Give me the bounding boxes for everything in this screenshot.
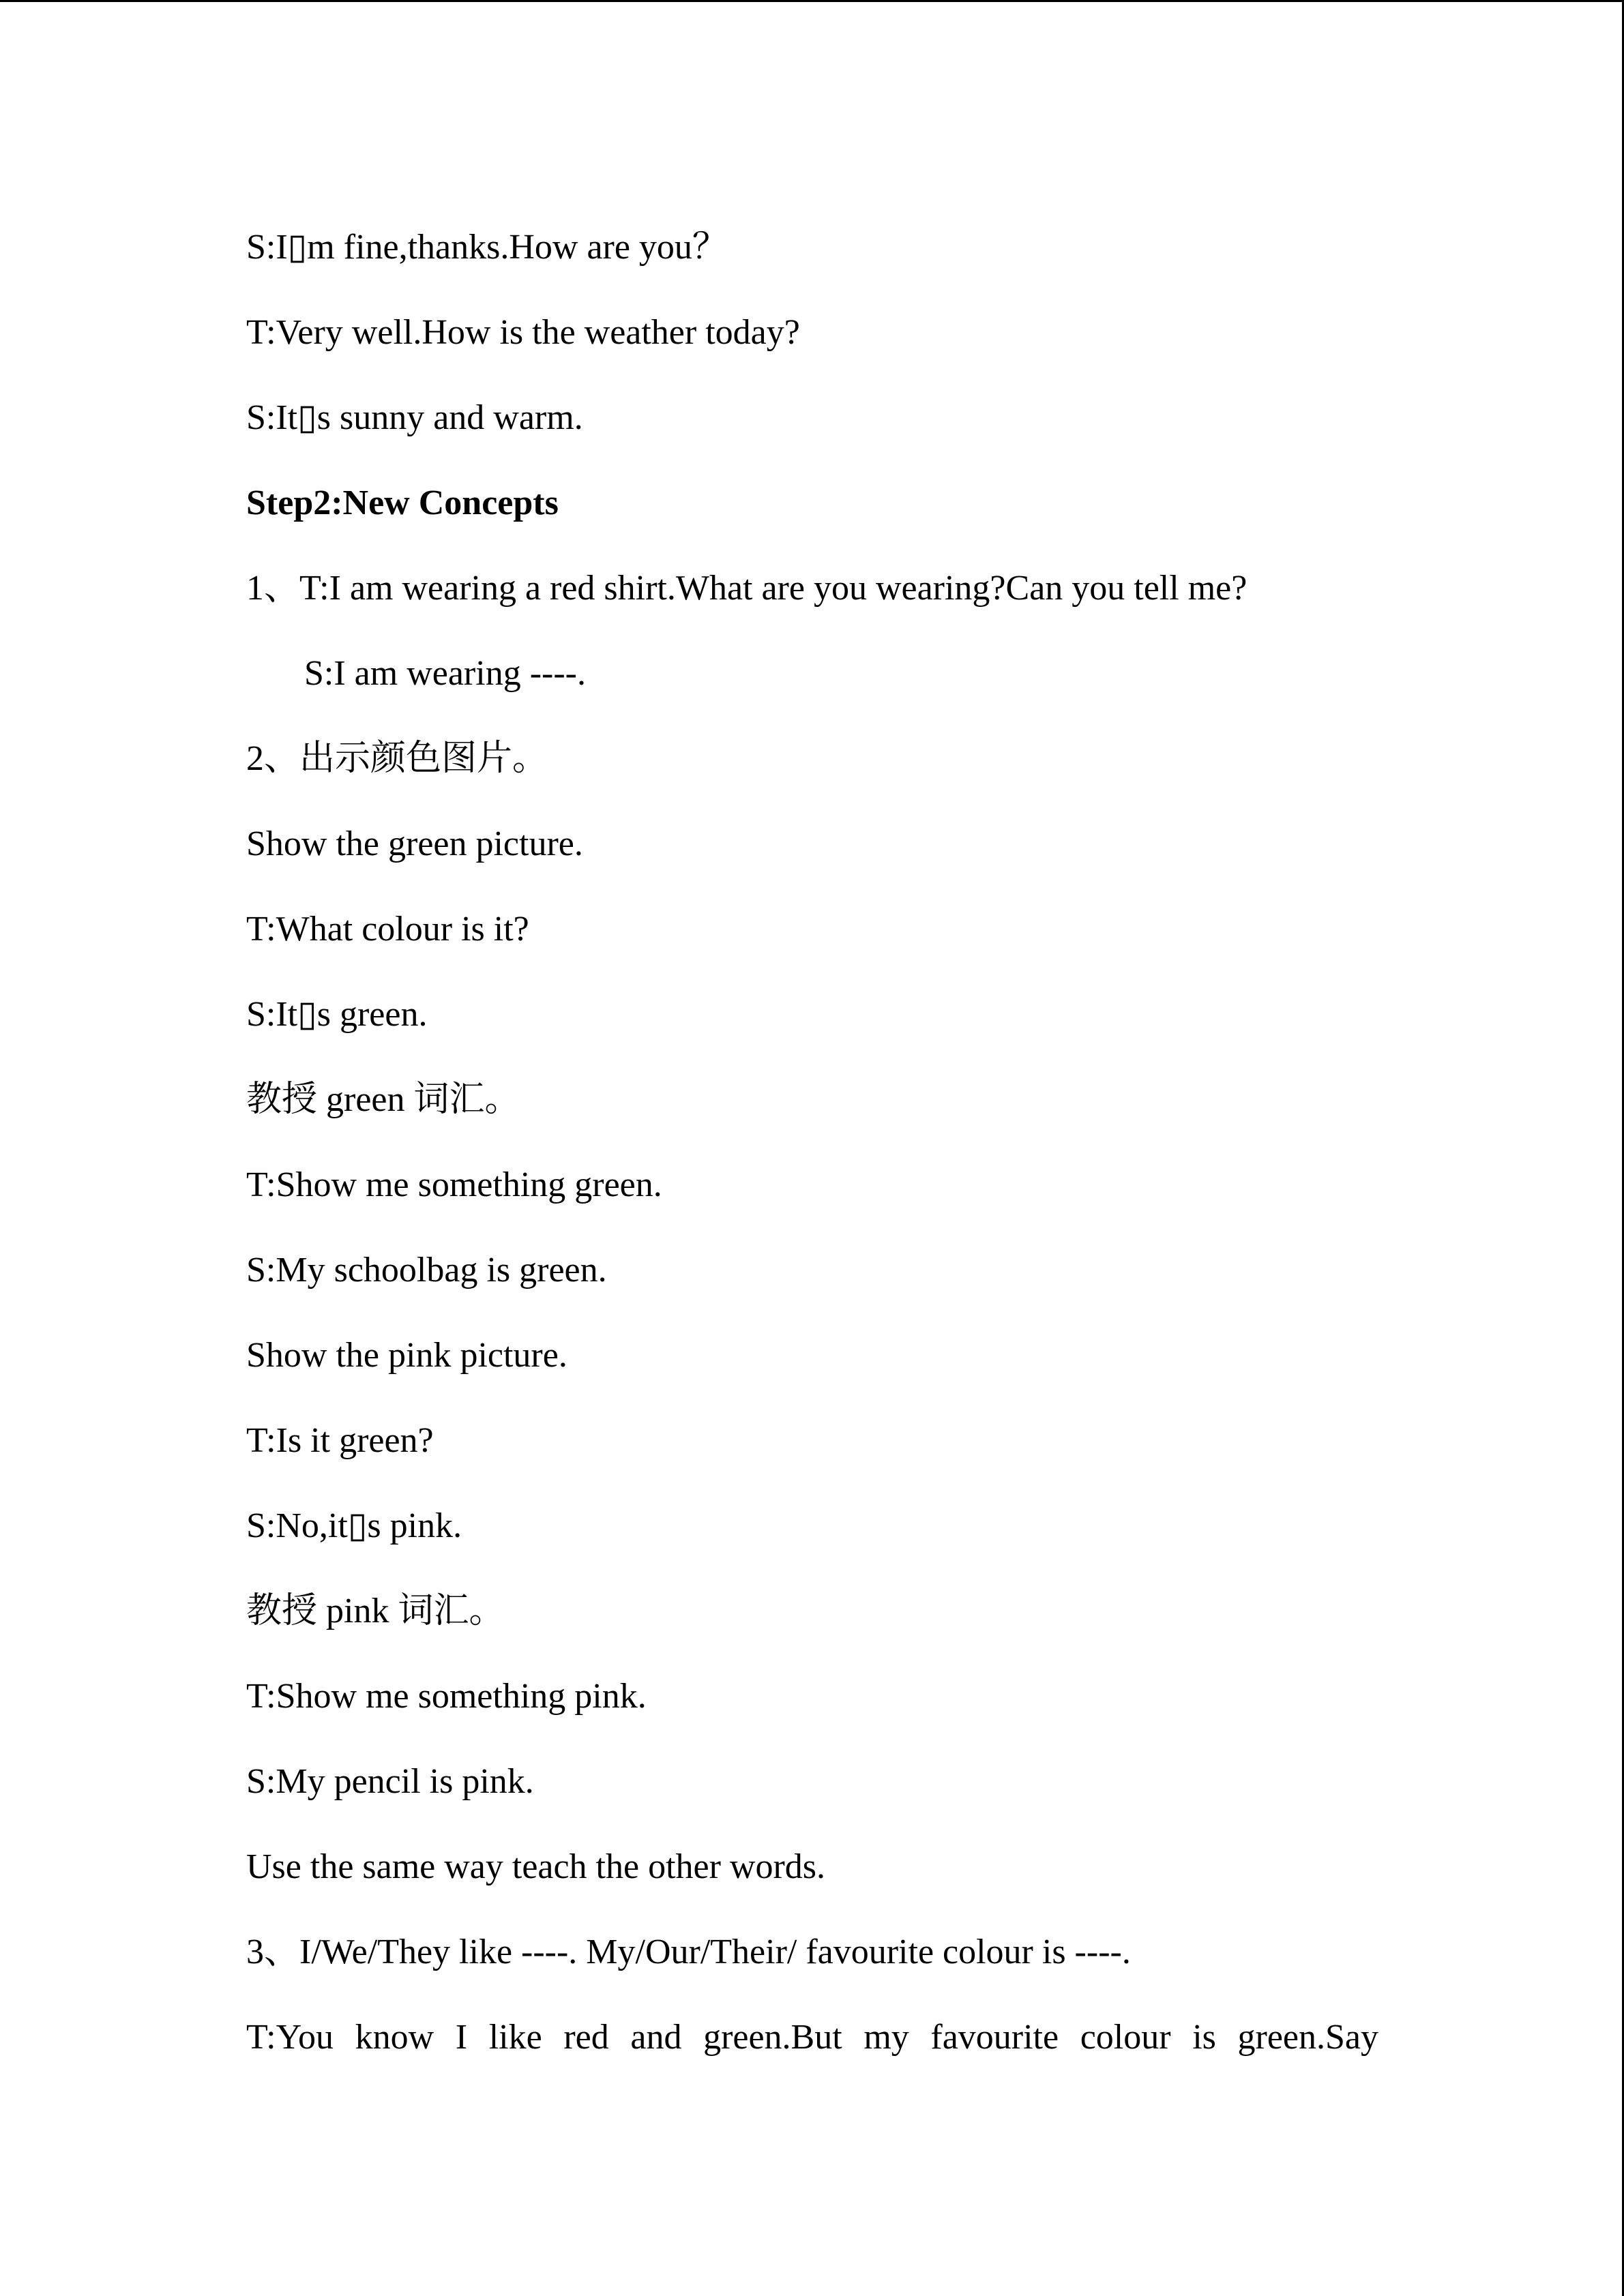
dialogue-line: T:Show me something green. (246, 1165, 662, 1204)
document-body (246, 205, 1378, 2080)
page-top-border (0, 0, 1624, 2)
numbered-item: 2、出示颜色图片。 (246, 739, 548, 778)
dialogue-line: S:No,it▯s pink. (246, 1506, 462, 1545)
dialogue-line: S:It▯s sunny and warm. (246, 398, 583, 437)
dialogue-line: T:Show me something pink. (246, 1677, 647, 1716)
dialogue-line: S:I am wearing ----. (304, 654, 586, 693)
dialogue-line: S:My pencil is pink. (246, 1762, 534, 1801)
numbered-item: 3、I/We/They like ----. My/Our/Their/ favourite colour is ----. (246, 1933, 1131, 1971)
instruction-line: Show the green picture. (246, 824, 583, 863)
section-heading: Step2:New Concepts (246, 483, 559, 522)
dialogue-line: S:I▯m fine,thanks.How are you？ (246, 228, 728, 267)
instruction-line: Use the same way teach the other words. (246, 1847, 826, 1886)
instruction-line: 教授 green 词汇。 (246, 1080, 520, 1119)
dialogue-line: S:My schoolbag is green. (246, 1251, 607, 1289)
instruction-line: 教授 pink 词汇。 (246, 1592, 505, 1630)
instruction-line: Show the pink picture. (246, 1336, 567, 1375)
dialogue-line: T:Is it green? (246, 1421, 434, 1460)
numbered-item: 1、T:I am wearing a red shirt.What are you wearing?Can you tell me? (246, 569, 1247, 608)
dialogue-line: T:You know I like red and green.But my favourite colour is green.Say (246, 2018, 1378, 2057)
dialogue-line: S:It▯s green. (246, 995, 428, 1034)
dialogue-line: T:What colour is it? (246, 910, 529, 949)
dialogue-line: T:Very well.How is the weather today? (246, 313, 800, 352)
